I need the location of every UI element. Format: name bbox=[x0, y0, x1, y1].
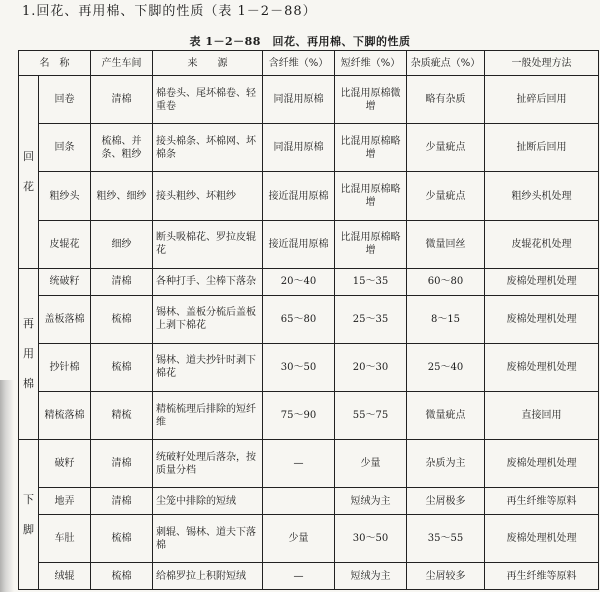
row-method: 再生纤维等原料 bbox=[485, 563, 599, 590]
table-row bbox=[19, 268, 599, 295]
properties-table bbox=[18, 50, 599, 590]
row-source: 给棉罗拉上积附短绒 bbox=[153, 563, 263, 590]
row-method: 扯碎后回用 bbox=[485, 76, 599, 124]
row-impurity: 少量疵点 bbox=[407, 124, 485, 172]
row-method: 废棉处理机处理 bbox=[485, 343, 599, 391]
row-name: 精梳落棉 bbox=[39, 392, 91, 440]
row-name: 绒辊 bbox=[39, 563, 91, 590]
row-method: 再生纤维等原料 bbox=[485, 488, 599, 515]
row-workshop: 梳棉 bbox=[91, 563, 153, 590]
row-source: 统破籽处理后落杂，按质量分档 bbox=[153, 440, 263, 488]
row-impurity: 35～55 bbox=[407, 515, 485, 563]
row-method: 直接回用 bbox=[485, 392, 599, 440]
table-row bbox=[19, 220, 599, 268]
header-fiber: 含纤维（%） bbox=[263, 51, 335, 76]
row-name: 回条 bbox=[39, 124, 91, 172]
header-impurity: 杂质疵点（%） bbox=[407, 51, 485, 76]
row-short-fiber: 55～75 bbox=[335, 392, 407, 440]
row-source: 精梳梳理后排除的短纤维 bbox=[153, 392, 263, 440]
row-fiber: 少量 bbox=[263, 515, 335, 563]
table-row bbox=[19, 124, 599, 172]
row-source: 刺辊、锡林、道夫下落棉 bbox=[153, 515, 263, 563]
table-row bbox=[19, 392, 599, 440]
row-short-fiber: 25～35 bbox=[335, 295, 407, 343]
row-fiber: — bbox=[263, 440, 335, 488]
table-row bbox=[19, 295, 599, 343]
row-impurity: 25～40 bbox=[407, 343, 485, 391]
table-row bbox=[19, 440, 599, 488]
row-short-fiber: 比混用原棉略增 bbox=[335, 124, 407, 172]
row-short-fiber: 比混用原棉略增 bbox=[335, 220, 407, 268]
row-source: 尘笼中排除的短绒 bbox=[153, 488, 263, 515]
table-row bbox=[19, 343, 599, 391]
header-row bbox=[19, 51, 599, 76]
row-fiber: 20～40 bbox=[263, 268, 335, 295]
row-impurity: 杂质为主 bbox=[407, 440, 485, 488]
row-impurity: 尘屑极多 bbox=[407, 488, 485, 515]
row-impurity: 微量回丝 bbox=[407, 220, 485, 268]
row-impurity: 少量疵点 bbox=[407, 172, 485, 220]
row-short-fiber: 短绒为主 bbox=[335, 563, 407, 590]
row-source: 各种打手、尘棒下落杂 bbox=[153, 268, 263, 295]
row-fiber: — bbox=[263, 563, 335, 590]
header-source: 来 源 bbox=[153, 51, 263, 76]
row-method: 废棉处理机处理 bbox=[485, 295, 599, 343]
row-impurity: 微量疵点 bbox=[407, 392, 485, 440]
row-workshop: 梳棉 bbox=[91, 295, 153, 343]
table-row bbox=[19, 563, 599, 590]
row-name: 盖板落棉 bbox=[39, 295, 91, 343]
row-workshop: 粗纱、细纱 bbox=[91, 172, 153, 220]
row-fiber: 75～90 bbox=[263, 392, 335, 440]
row-name: 统破籽 bbox=[39, 268, 91, 295]
table-caption: 表 1－2－88 回花、再用棉、下脚的性质 bbox=[189, 35, 411, 48]
row-source: 锡林、道夫抄针时剥下棉花 bbox=[153, 343, 263, 391]
row-source: 棉卷头、尾坏棉卷、轻重卷 bbox=[153, 76, 263, 124]
table-body bbox=[19, 76, 599, 590]
row-workshop: 清棉 bbox=[91, 76, 153, 124]
row-fiber: 同混用原棉 bbox=[263, 76, 335, 124]
row-workshop: 清棉 bbox=[91, 488, 153, 515]
row-source: 接头粗纱、坏粗纱 bbox=[153, 172, 263, 220]
row-impurity: 60～80 bbox=[407, 268, 485, 295]
row-method: 扯断后回用 bbox=[485, 124, 599, 172]
row-workshop: 梳棉 bbox=[91, 515, 153, 563]
page-edge-shadow bbox=[0, 380, 14, 592]
table-row bbox=[19, 76, 599, 124]
row-short-fiber: 30～50 bbox=[335, 515, 407, 563]
row-workshop: 梳棉、并条、粗纱 bbox=[91, 124, 153, 172]
row-name: 回卷 bbox=[39, 76, 91, 124]
row-fiber: 30～50 bbox=[263, 343, 335, 391]
table-row bbox=[19, 488, 599, 515]
row-name: 地弄 bbox=[39, 488, 91, 515]
row-name: 车肚 bbox=[39, 515, 91, 563]
row-source: 接头棉条、坏棉网、坏棉条 bbox=[153, 124, 263, 172]
row-workshop: 精梳 bbox=[91, 392, 153, 440]
row-method: 皮辊花机处理 bbox=[485, 220, 599, 268]
row-workshop: 清棉 bbox=[91, 440, 153, 488]
table-row bbox=[19, 515, 599, 563]
row-workshop: 梳棉 bbox=[91, 343, 153, 391]
row-workshop: 细纱 bbox=[91, 220, 153, 268]
header-method: 一般处理方法 bbox=[485, 51, 599, 76]
row-method: 废棉处理机处理 bbox=[485, 515, 599, 563]
row-fiber: 接近混用原棉 bbox=[263, 220, 335, 268]
row-source: 断头吸棉花、罗拉皮辊花 bbox=[153, 220, 263, 268]
row-short-fiber: 比混用原棉略增 bbox=[335, 172, 407, 220]
row-impurity: 略有杂质 bbox=[407, 76, 485, 124]
row-method: 废棉处理机处理 bbox=[485, 440, 599, 488]
row-name: 皮辊花 bbox=[39, 220, 91, 268]
group-label: 再 用 棉 bbox=[19, 268, 39, 439]
row-fiber: 接近混用原棉 bbox=[263, 172, 335, 220]
row-short-fiber: 比混用原棉微增 bbox=[335, 76, 407, 124]
header-workshop: 产生车间 bbox=[91, 51, 153, 76]
header-short-fiber: 短纤维（%） bbox=[335, 51, 407, 76]
row-short-fiber: 15～35 bbox=[335, 268, 407, 295]
section-heading: 1.回花、再用棉、下脚的性质（表 1－2－88） bbox=[22, 4, 317, 19]
row-method: 废棉处理机处理 bbox=[485, 268, 599, 295]
row-impurity: 8～15 bbox=[407, 295, 485, 343]
row-short-fiber: 20～30 bbox=[335, 343, 407, 391]
row-workshop: 清棉 bbox=[91, 268, 153, 295]
row-method: 粗纱头机处理 bbox=[485, 172, 599, 220]
row-fiber bbox=[263, 488, 335, 515]
table-row bbox=[19, 172, 599, 220]
row-impurity: 尘屑较多 bbox=[407, 563, 485, 590]
row-name: 破籽 bbox=[39, 440, 91, 488]
row-source: 锡林、盖板分梳后盖板上剥下棉花 bbox=[153, 295, 263, 343]
header-name: 名 称 bbox=[19, 51, 91, 76]
row-fiber: 65～80 bbox=[263, 295, 335, 343]
group-label: 下 脚 bbox=[19, 440, 39, 590]
row-short-fiber: 少量 bbox=[335, 440, 407, 488]
group-label: 回 花 bbox=[19, 76, 39, 269]
row-name: 抄针棉 bbox=[39, 343, 91, 391]
row-fiber: 同混用原棉 bbox=[263, 124, 335, 172]
row-name: 粗纱头 bbox=[39, 172, 91, 220]
row-short-fiber: 短绒为主 bbox=[335, 488, 407, 515]
